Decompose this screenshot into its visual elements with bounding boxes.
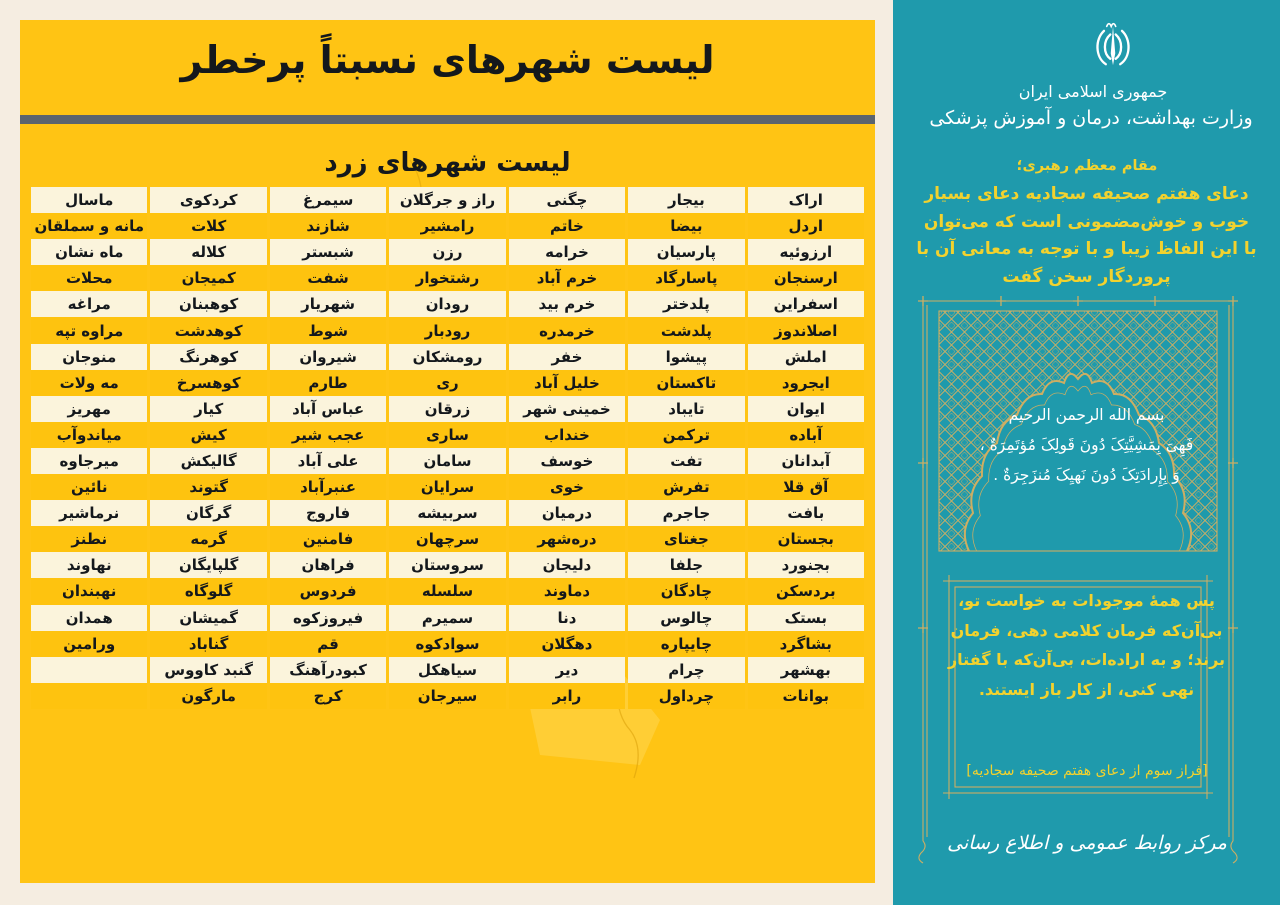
city-cell: کوهدشت xyxy=(150,317,266,343)
city-cell: گلپایگان xyxy=(150,552,266,578)
city-cell: گناباد xyxy=(150,631,266,657)
city-cell: جاجرم xyxy=(628,500,744,526)
city-cell: خوی xyxy=(509,474,625,500)
city-cell: گرگان xyxy=(150,500,266,526)
city-cell: رودبار xyxy=(389,317,505,343)
city-cell: رومشکان xyxy=(389,344,505,370)
city-cell: بهشهر xyxy=(748,657,864,683)
city-cell: خلیل آباد xyxy=(509,370,625,396)
city-cell: تفرش xyxy=(628,474,744,500)
ministry-side-panel xyxy=(893,0,1280,905)
city-cell: نهبندان xyxy=(31,578,147,604)
city-cell: مراوه تپه xyxy=(31,317,147,343)
city-cell: چایپاره xyxy=(628,631,744,657)
city-cell: طارم xyxy=(270,370,386,396)
city-cell: آبدانان xyxy=(748,448,864,474)
city-cell: کلات xyxy=(150,213,266,239)
city-cell: شبستر xyxy=(270,239,386,265)
leader-label: مقام معظم رهبری؛ xyxy=(1016,158,1158,174)
city-cell: دهگلان xyxy=(509,631,625,657)
dua-line-1: فَهِیَ بِمَشِیَّتِکَ دُونَ قَولِکَ مُؤتَمِرَةٌ ، xyxy=(979,436,1194,455)
city-cell: سمیرم xyxy=(389,605,505,631)
poster-subtitle: لیست شهرهای زرد xyxy=(324,148,571,178)
city-cell: نهاوند xyxy=(31,552,147,578)
city-cell: رودان xyxy=(389,291,505,317)
city-cell: شهریار xyxy=(270,291,386,317)
golden-arch-ornament xyxy=(893,293,1280,865)
city-cell: رزن xyxy=(389,239,505,265)
city-cell: عنبرآباد xyxy=(270,474,386,500)
city-cell: دیر xyxy=(509,657,625,683)
city-cell: زرقان xyxy=(389,396,505,422)
city-cell: مهریز xyxy=(31,396,147,422)
city-cell: سوادکوه xyxy=(389,631,505,657)
city-cell: کوهرنگ xyxy=(150,344,266,370)
city-cell: فاروج xyxy=(270,500,386,526)
city-cell: آق قلا xyxy=(748,474,864,500)
city-cell: مه ولات xyxy=(31,370,147,396)
yellow-cities-panel xyxy=(20,20,875,883)
city-cell: دماوند xyxy=(509,578,625,604)
city-cell: گرمه xyxy=(150,526,266,552)
city-cell: عباس آباد xyxy=(270,396,386,422)
city-cell: کبودرآهنگ xyxy=(270,657,386,683)
city-cell: سیمرغ xyxy=(270,187,386,213)
city-cell: فیروزکوه xyxy=(270,605,386,631)
dua-translation: پس همهٔ موجودات به خواست تو، بی‌آن‌که فرمان کلامی دهی، فرمان برند؛ و به اراده‌ات، بی‌آن‌که با گفتار نهی کنی، از کار باز ایستند. xyxy=(947,591,1226,699)
dua-citation: [فراز سوم از دعای هفتم صحیفه سجادیه] xyxy=(966,763,1208,779)
city-cell: ارسنجان xyxy=(748,265,864,291)
city-cell: چرام xyxy=(628,657,744,683)
city-cell: املش xyxy=(748,344,864,370)
city-cell: جغتای xyxy=(628,526,744,552)
city-cell: بشاگرد xyxy=(748,631,864,657)
city-cell: کوهسرخ xyxy=(150,370,266,396)
city-cell: رامشیر xyxy=(389,213,505,239)
city-cell: شفت xyxy=(270,265,386,291)
city-cell: چرداول xyxy=(628,683,744,709)
city-cell: رابر xyxy=(509,683,625,709)
city-cell: درمیان xyxy=(509,500,625,526)
city-cell: میاندوآب xyxy=(31,422,147,448)
city-cell: پیشوا xyxy=(628,344,744,370)
city-cell: دنا xyxy=(509,605,625,631)
city-cell: گمیشان xyxy=(150,605,266,631)
city-cell: پلدختر xyxy=(628,291,744,317)
city-cell: ورامین xyxy=(31,631,147,657)
city-cell: پاسارگاد xyxy=(628,265,744,291)
city-cell: ماه نشان xyxy=(31,239,147,265)
city-cell: ری xyxy=(389,370,505,396)
city-cell: محلات xyxy=(31,265,147,291)
dua-line-2: وَ بِإِرادَتِکَ دُونَ نَهیِکَ مُنزَجِرَةٌ . xyxy=(993,466,1180,485)
public-relations-signature: مرکز روابط عمومی و اطلاع رسانی xyxy=(947,832,1227,854)
city-cell: میرجاوه xyxy=(31,448,147,474)
city-cell: بیجار xyxy=(628,187,744,213)
city-cell: تاکستان xyxy=(628,370,744,396)
city-cell: گنبد کاووس xyxy=(150,657,266,683)
poster-title: لیست شهرهای نسبتاً پرخطر xyxy=(180,38,715,82)
city-cell: قم xyxy=(270,631,386,657)
city-cell: خاتم xyxy=(509,213,625,239)
city-cell: شیروان xyxy=(270,344,386,370)
city-cell: بجنورد xyxy=(748,552,864,578)
city-cell: رشتخوار xyxy=(389,265,505,291)
city-cell: بیضا xyxy=(628,213,744,239)
city-cell: فردوس xyxy=(270,578,386,604)
city-cell: کیش xyxy=(150,422,266,448)
city-cell: بافت xyxy=(748,500,864,526)
city-cell: آباده xyxy=(748,422,864,448)
city-cell: خرمدره xyxy=(509,317,625,343)
city-cell: بستک xyxy=(748,605,864,631)
city-cell: کردکوی xyxy=(150,187,266,213)
city-cell: اراک xyxy=(748,187,864,213)
city-cell: کمیجان xyxy=(150,265,266,291)
country-name: جمهوری اسلامی ایران xyxy=(1018,82,1168,101)
city-cell: شازند xyxy=(270,213,386,239)
leader-quote: دعای هفتم صحیفه سجادیه دعای بسیار خوب و خوش‌مضمونی است که می‌توان با این الفاظ زیبا و با توجه به معانی آن با پروردگار سخن گفت xyxy=(916,184,1257,287)
city-cell: نرماشیر xyxy=(31,500,147,526)
city-cell: پلدشت xyxy=(628,317,744,343)
city-cell: مارگون xyxy=(150,683,266,709)
dua-text xyxy=(933,400,1240,491)
city-cell: خوسف xyxy=(509,448,625,474)
city-cell: ترکمن xyxy=(628,422,744,448)
city-cell: علی آباد xyxy=(270,448,386,474)
city-cell: سامان xyxy=(389,448,505,474)
city-cell: ماسال xyxy=(31,187,147,213)
city-cell: کرج xyxy=(270,683,386,709)
city-cell: خمینی شهر xyxy=(509,396,625,422)
city-cell: پارسیان xyxy=(628,239,744,265)
city-cell: مراغه xyxy=(31,291,147,317)
city-cell: منوجان xyxy=(31,344,147,370)
city-cell: تفت xyxy=(628,448,744,474)
city-cell: ارزوئیه xyxy=(748,239,864,265)
city-cell: سروستان xyxy=(389,552,505,578)
city-cell: بردسکن xyxy=(748,578,864,604)
city-cell: نائین xyxy=(31,474,147,500)
city-cell: کلاله xyxy=(150,239,266,265)
yellow-cities-table xyxy=(31,187,864,709)
city-cell: خفر xyxy=(509,344,625,370)
city-cell: گتوند xyxy=(150,474,266,500)
city-cell: بوانات xyxy=(748,683,864,709)
city-cell: مانه و سملقان xyxy=(31,213,147,239)
city-cell: خرم آباد xyxy=(509,265,625,291)
city-cell: سلسله xyxy=(389,578,505,604)
city-cell: خنداب xyxy=(509,422,625,448)
city-cell: راز و جرگلان xyxy=(389,187,505,213)
city-cell: خرم بید xyxy=(509,291,625,317)
ministry-name: وزارت بهداشت، درمان و آموزش پزشکی xyxy=(929,107,1253,129)
city-cell: اصلاندوز xyxy=(748,317,864,343)
city-cell: ایوان xyxy=(748,396,864,422)
city-cell: سیرجان xyxy=(389,683,505,709)
basmala: بسم الله الرحمن الرحیم xyxy=(1008,406,1165,424)
city-cell: فراهان xyxy=(270,552,386,578)
city-cell: تایباد xyxy=(628,396,744,422)
city-cell: شوط xyxy=(270,317,386,343)
city-cell: گلوگاه xyxy=(150,578,266,604)
city-cell: بجستان xyxy=(748,526,864,552)
city-cell: خرامه xyxy=(509,239,625,265)
city-cell xyxy=(31,657,147,683)
city-cell: کوهبنان xyxy=(150,291,266,317)
city-cell: چگنی xyxy=(509,187,625,213)
city-cell: اسفراین xyxy=(748,291,864,317)
city-cell: سربیشه xyxy=(389,500,505,526)
title-divider xyxy=(20,115,875,124)
city-cell: دره‌شهر xyxy=(509,526,625,552)
city-cell: دلیجان xyxy=(509,552,625,578)
city-cell: سرچهان xyxy=(389,526,505,552)
city-cell: سرایان xyxy=(389,474,505,500)
city-cell: نطنز xyxy=(31,526,147,552)
city-cell: ساری xyxy=(389,422,505,448)
city-cell: گالیکش xyxy=(150,448,266,474)
city-cell: چالوس xyxy=(628,605,744,631)
city-cell: ایجرود xyxy=(748,370,864,396)
city-cell: جلفا xyxy=(628,552,744,578)
city-cell: کیار xyxy=(150,396,266,422)
city-cell: اردل xyxy=(748,213,864,239)
city-cell: فامنین xyxy=(270,526,386,552)
city-cell: عجب شیر xyxy=(270,422,386,448)
city-cell: سیاهکل xyxy=(389,657,505,683)
city-cell: چادگان xyxy=(628,578,744,604)
city-cell: همدان xyxy=(31,605,147,631)
iran-emblem-icon xyxy=(1086,20,1140,76)
city-cell xyxy=(31,683,147,709)
